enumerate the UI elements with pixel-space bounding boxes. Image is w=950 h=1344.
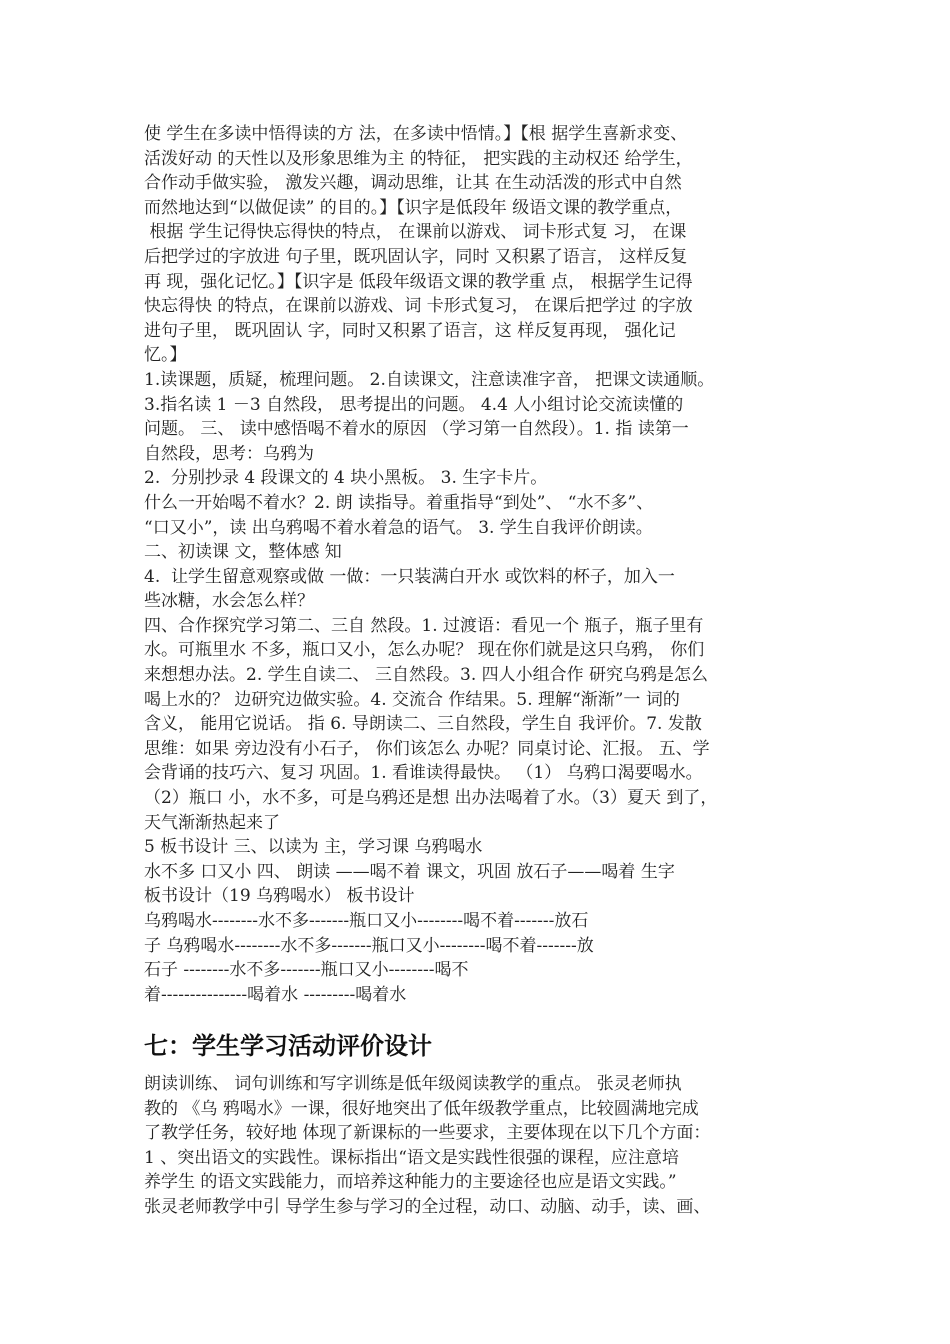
body-text-line: 5 板书设计 三、以读为 主，学习课 乌鸦喝水 — [144, 837, 483, 858]
body-text-line: 石子 --------水不多-------瓶口又小--------喝不 — [144, 960, 469, 981]
body-text-line: 根据 学生记得快忘得快的特点， 在课前以游戏、 词卡形式复 习， 在课 — [144, 222, 687, 243]
body-text-line: 忆。】 — [144, 345, 187, 366]
evaluation-text-line: 张灵老师教学中引 导学生参与学习的全过程，动口、动脑、动手，读、画、 — [144, 1196, 711, 1217]
section-heading: 七：学生学习活动评价设计 — [144, 1032, 432, 1060]
evaluation-text-line: 教的 《乌 鸦喝水》一课，很好地突出了低年级教学重点，比较圆满地完成 — [144, 1098, 699, 1119]
body-text-line: 自然段，思考：乌鸦为 — [144, 443, 314, 464]
body-text-line: 活泼好动 的天性以及形象思维为主 的特征， 把实践的主动权还 给学生， — [144, 148, 693, 169]
body-text-line: 些冰糖，水会怎么样？ — [144, 591, 314, 612]
body-text-line: 再 现，强化记忆。】【识字是 低段年级语文课的教学重 点， 根据学生记得 — [144, 271, 693, 292]
body-text-line: 水。可瓶里水 不多，瓶口又小，怎么办呢？ 现在你们就是这只乌鸦， 你们 — [144, 640, 705, 661]
evaluation-text-line: 1 、突出语文的实践性。课标指出“语文是实践性很强的课程，应注意培 — [144, 1147, 679, 1168]
body-text-line: 四、合作探究学习第二、三自 然段。1. 过渡语：看见一个 瓶子，瓶子里有 — [144, 615, 704, 636]
evaluation-text-line: 了教学任务，较好地 体现了新课标的一些要求，主要体现在以下几个方面： — [144, 1123, 711, 1144]
body-text-line: 什么一开始喝不着水？2. 朗 读指导。着重指导“到处”、 “水不多”、 — [144, 492, 654, 513]
body-text-line: 2. 分别抄录 4 段课文的 4 块小黑板。 3. 生字卡片。 — [144, 468, 548, 489]
body-text-line: 问题。 三、 读中感悟喝不着水的原因 （学习第一自然段）。1. 指 读第一 — [144, 419, 689, 440]
evaluation-text-line: 养学生 的语文实践能力，而培养这种能力的主要途径也应是语文实践。” — [144, 1172, 677, 1193]
body-text-line: 而然地达到“以做促读” 的目的。】【识字是低段年 级语文课的教学重点， — [144, 197, 683, 218]
body-text-line: 子 乌鸦喝水--------水不多-------瓶口又小--------喝不着-------放 — [144, 935, 594, 956]
body-text-line: 合作动手做实验， 激发兴趣，调动思维，让其 在生动活泼的形式中自然 — [144, 173, 682, 194]
body-text-line: 使 学生在多读中悟得读的方 法，在多读中悟情。】【根 据学生喜新求变、 — [144, 124, 688, 144]
body-text-line: 含义， 能用它说话。 指 6. 导朗读二、三自然段，学生自 我评价。7. 发散 — [144, 714, 702, 735]
body-text-line: 3.指名读 1 －3 自然段， 思考提出的问题。 4.4 人小组讨论交流读懂的 — [144, 394, 684, 415]
body-text-line: 乌鸦喝水--------水不多-------瓶口又小--------喝不着-------放石 — [144, 911, 589, 931]
body-text-line: 着---------------喝着水 ---------喝着水 — [144, 984, 407, 1005]
evaluation-text-line: 朗读训练、 词句训练和写字训练是低年级阅读教学的重点。 张灵老师执 — [144, 1074, 682, 1094]
body-text-line: 来想想办法。2. 学生自读二、 三自然段。3. 四人小组合作 研究乌鸦是怎么 — [144, 665, 709, 686]
body-text-line: 1.读课题，质疑，梳理问题。 2.自读课文，注意读准字音， 把课文读通顺。 — [144, 369, 715, 390]
body-text-line: 喝上水的？ 边研究边做实验。4. 交流合 作结果。5. 理解“渐渐”一 词的 — [144, 689, 680, 710]
body-text-line: 4. 让学生留意观察或做 一做：一只装满白开水 或饮料的杯子，加入一 — [144, 566, 675, 587]
body-text-line: 板书设计（19 乌鸦喝水） 板书设计 — [144, 886, 415, 907]
body-text-line: 会背诵的技巧六、复习 巩固。1. 看谁读得最快。 （1） 乌鸦口渴要喝水。 — [144, 763, 703, 784]
body-text-line: 二、初读课 文，整体感 知 — [144, 542, 342, 563]
body-text-line: 天气渐渐热起来了 — [144, 812, 280, 833]
body-text-line: （2）瓶口 小，水不多，可是乌鸦还是想 出办法喝着了水。（3）夏天 到了， — [144, 788, 718, 809]
body-text-line: “口又小”，读 出乌鸦喝不着水着急的语气。 3. 学生自我评价朗读。 — [144, 517, 653, 538]
body-text-line: 进句子里， 既巩固认 字，同时又积累了语言，这 样反复再现， 强化记 — [144, 320, 676, 341]
body-text-line: 思维：如果 旁边没有小石子， 你们该怎么 办呢？同桌讨论、汇报。 五、学 — [144, 738, 710, 759]
body-text-line: 后把学过的字放进 句子里，既巩固认字，同时 又积累了语言， 这样反复 — [144, 246, 688, 267]
body-text-line: 快忘得快 的特点，在课前以游戏、词 卡形式复习， 在课后把学过 的字放 — [144, 296, 693, 317]
evaluation-body — [144, 1072, 820, 1220]
lesson-plan-body — [144, 122, 820, 1007]
body-text-line: 水不多 口又小 四、 朗读 ——喝不着 课文，巩固 放石子——喝着 生字 — [144, 861, 675, 882]
